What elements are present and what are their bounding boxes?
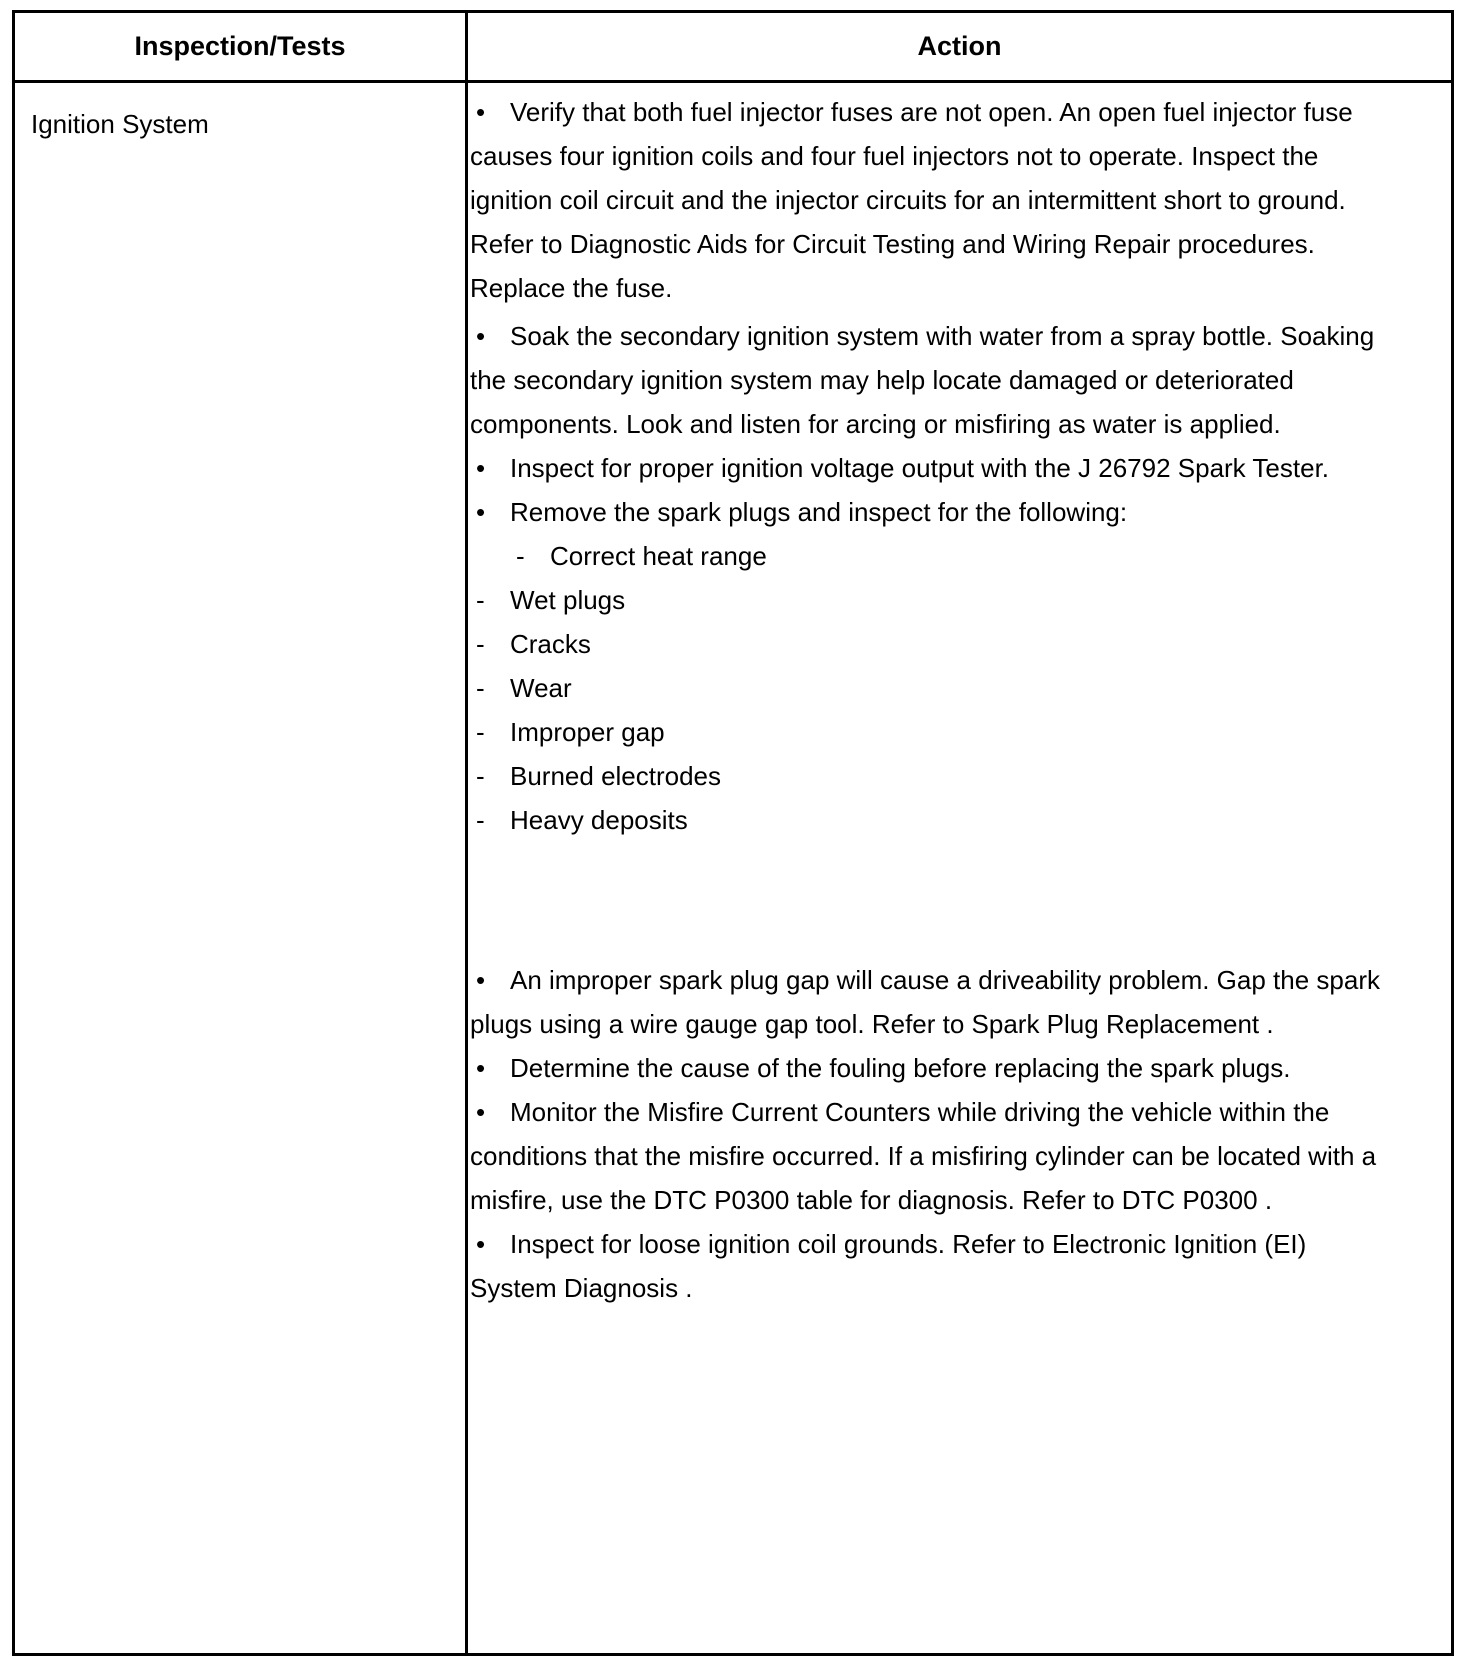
- dash-glyph: -: [476, 629, 485, 659]
- action-cell: [470, 90, 1390, 1310]
- action-bullet-2: [470, 314, 1390, 446]
- bullet-glyph: •: [476, 1053, 486, 1083]
- sub-item-improper-gap: [470, 710, 1390, 754]
- sub-item-text: Improper gap: [510, 717, 665, 747]
- header-inspection-tests: Inspection/Tests: [134, 31, 346, 61]
- action-bullet-text: An improper spark plug gap will cause a driveability problem. Gap the spark plugs using a wire gauge gap tool. Refer to Spark Plug Replacement .: [470, 965, 1380, 1039]
- action-bullet-text: Remove the spark plugs and inspect for the following:: [510, 497, 1128, 527]
- bullet-glyph: •: [476, 1229, 486, 1259]
- sub-item-correct-heat-range: [470, 534, 1390, 578]
- dash-glyph: -: [476, 761, 485, 791]
- header-action: Action: [917, 31, 1002, 61]
- sub-item-text: Wear: [510, 673, 572, 703]
- bullet-glyph: •: [476, 453, 486, 483]
- action-bullet-1: [470, 90, 1390, 310]
- sub-item-text: Burned electrodes: [510, 761, 722, 791]
- action-bullet-text: Soak the secondary ignition system with water from a spray bottle. Soaking the secondary ignition system may help locate damaged or deteriorated components. Look and listen for arcing or misfiring as water is applied.: [470, 321, 1375, 439]
- dash-glyph: -: [516, 541, 525, 571]
- action-bullet-4: [470, 490, 1390, 534]
- sub-item-burned-electrodes: [470, 754, 1390, 798]
- sub-item-heavy-deposits: [470, 798, 1390, 842]
- action-bullet-6: [470, 1046, 1390, 1090]
- sub-item-wet-plugs: [470, 578, 1390, 622]
- sub-item-text: Heavy deposits: [510, 805, 688, 835]
- sub-item-cracks: [470, 622, 1390, 666]
- action-bullet-text: Monitor the Misfire Current Counters while driving the vehicle within the conditions that the misfire occurred. If a misfiring cylinder can be located with a misfire, use the DTC P0300 table for diagnosis. Refer to DTC P0300 .: [470, 1097, 1377, 1215]
- sub-item-wear: [470, 666, 1390, 710]
- bullet-glyph: •: [476, 321, 486, 351]
- dash-glyph: -: [476, 673, 485, 703]
- dash-glyph: -: [476, 585, 485, 615]
- action-bullet-text: Determine the cause of the fouling before replacing the spark plugs.: [510, 1053, 1291, 1083]
- bullet-glyph: •: [476, 1097, 486, 1127]
- action-bullet-text: Inspect for proper ignition voltage output with the J 26792 Spark Tester.: [510, 453, 1330, 483]
- action-bullet-text: Verify that both fuel injector fuses are not open. An open fuel injector fuse causes four ignition coils and four fuel injectors not to operate. Inspect the ignition coil circuit and the injector circuits for an intermittent short to ground. Refer to Diagnostic Aids for Circuit Testing and Wiring Repair procedures. Replace the fuse.: [470, 97, 1353, 303]
- sub-item-text: Cracks: [510, 629, 591, 659]
- sub-item-text: Correct heat range: [550, 541, 767, 571]
- action-bullet-8: [470, 1222, 1390, 1310]
- dash-glyph: -: [476, 805, 485, 835]
- action-bullet-text: Inspect for loose ignition coil grounds. Refer to Electronic Ignition (EI) System Diagnosis .: [470, 1229, 1307, 1303]
- action-bullet-7: [470, 1090, 1390, 1222]
- action-bullet-5: [470, 958, 1390, 1046]
- sub-item-text: Wet plugs: [510, 585, 626, 615]
- blank-space: [470, 842, 1390, 958]
- bullet-glyph: •: [476, 97, 486, 127]
- column-divider: [465, 13, 468, 1653]
- bullet-glyph: •: [476, 965, 486, 995]
- header-divider: [15, 80, 1451, 83]
- dash-glyph: -: [476, 717, 485, 747]
- bullet-glyph: •: [476, 497, 486, 527]
- action-bullet-3: [470, 446, 1390, 490]
- inspection-cell-ignition-system: Ignition System: [31, 109, 209, 139]
